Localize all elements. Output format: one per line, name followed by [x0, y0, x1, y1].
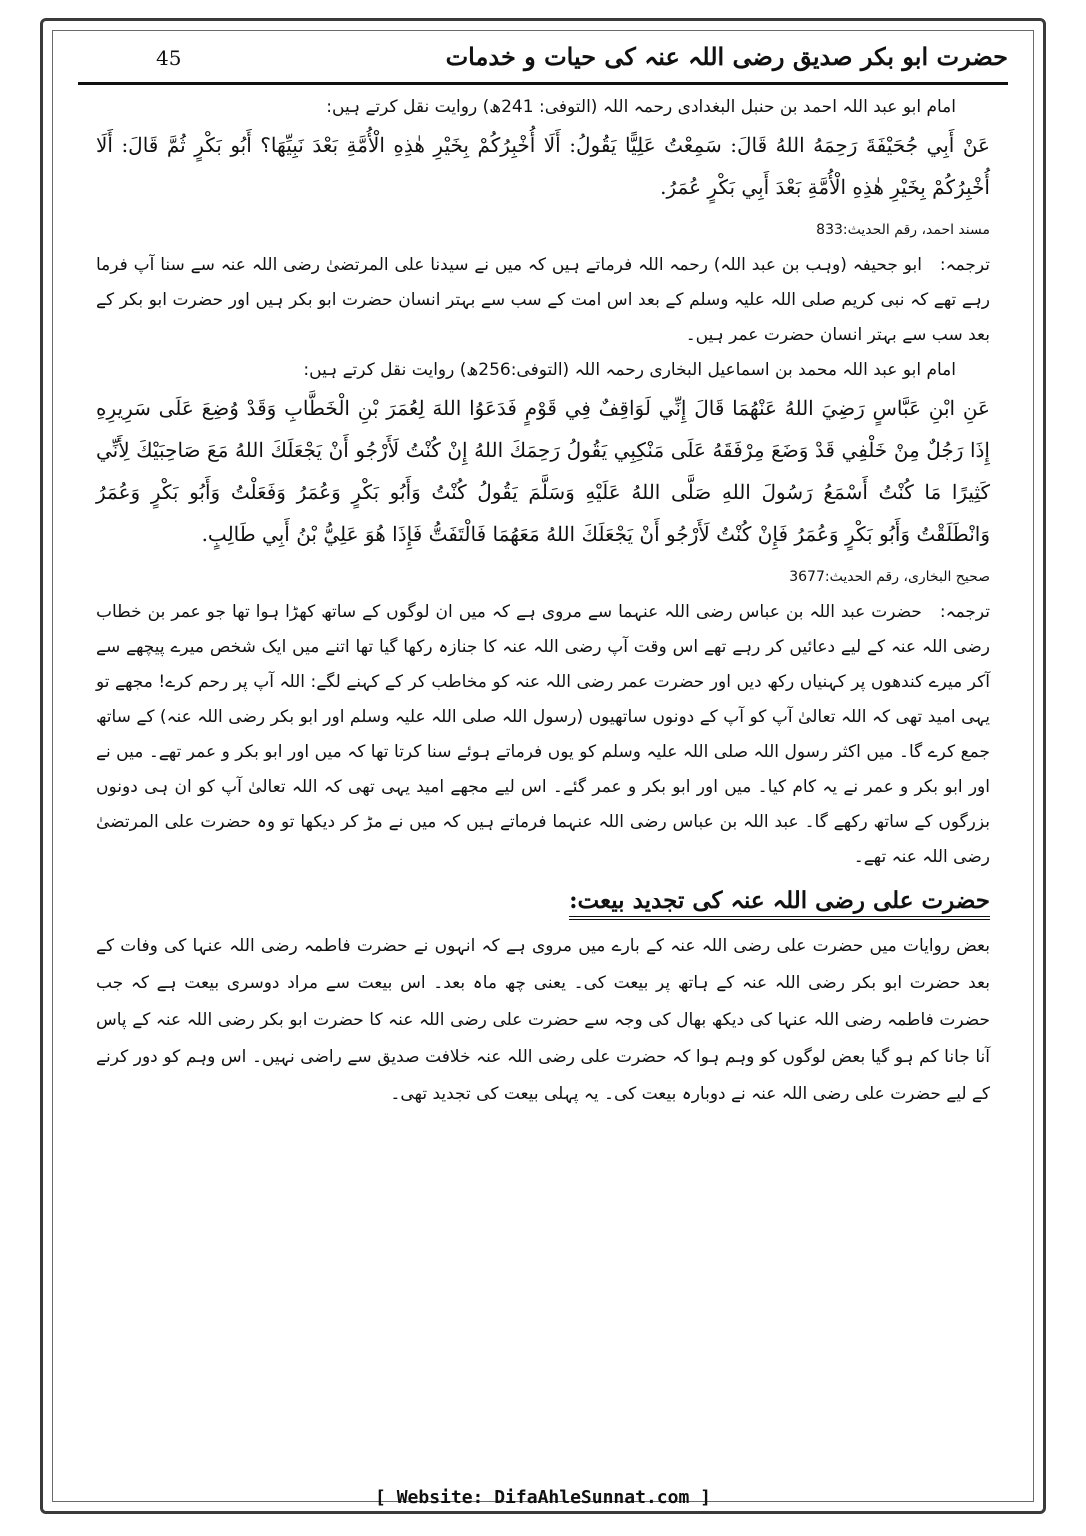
- translation-label: ترجمہ:: [939, 602, 991, 622]
- reference-musnad-ahmad: مسند احمد، رقم الحدیث:833: [816, 222, 990, 238]
- narration-intro-bukhari: امام ابو عبد اللہ محمد بن اسماعیل البخاری رحمہ اللہ (التوفی:256ھ) روایت نقل کرتے ہیں:: [303, 360, 956, 380]
- arabic-hadith-ahmad: عَنْ أَبِي جُحَيْفَةَ رَحِمَهُ اللهُ قَالَ: سَمِعْتُ عَلِيًّا يَقُولُ: أَلَا أُخْبِرُكُمْ بِخَيْرِ هٰذِهِ الْأُمَّةِ بَعْدَ نَبِيِّهَا؟ أَبُو بَكْرٍ ثُمَّ قَالَ: أَلَا أُخْبِرُكُمْ بِخَيْرِ هٰذِهِ الْأُمَّةِ بَعْدَ أَبِي بَكْرٍ عُمَرُ.: [96, 133, 990, 199]
- arabic-hadith-bukhari: عَنِ ابْنِ عَبَّاسٍ رَضِيَ اللهُ عَنْهُمَا قَالَ إِنِّي لَوَاقِفٌ فِي قَوْمٍ فَدَعَوُا اللهَ لِعُمَرَ بْنِ الْخَطَّابِ وَقَدْ وُضِعَ عَلَى سَرِيرِهِ إِذَا رَجُلٌ مِنْ خَلْفِي قَدْ وَضَعَ مِرْفَقَهُ عَلَى مَنْكِبِي يَقُولُ رَحِمَكَ اللهُ إِنْ كُنْتُ لَأَرْجُو أَنْ يَجْعَلَكَ اللهُ مَعَ صَاحِبَيْكَ لِأَنِّي كَثِيرًا مَا كُنْتُ أَسْمَعُ رَسُولَ اللهِ صَلَّى اللهُ عَلَيْهِ وَسَلَّمَ يَقُولُ كُنْتُ وَأَبُو بَكْرٍ وَعُمَرُ وَفَعَلْتُ وَأَبُو بَكْرٍ وَعُمَرُ وَانْطَلَقْتُ وَأَبُو بَكْرٍ وَعُمَرُ فَإِنْ كُنْتُ لَأَرْجُو أَنْ يَجْعَلَكَ اللهُ مَعَهُمَا فَالْتَفَتُّ فَإِذَا هُوَ عَلِيُّ بْنُ أَبِي طَالِبٍ.: [96, 396, 991, 546]
- section-body: بعض روایات میں حضرت علی رضی اللہ عنہ کے بارے میں مروی ہے کہ انہوں نے حضرت فاطمہ رضی اللہ عنہا کی وفات کے بعد حضرت ابو بکر رضی اللہ عنہ کے ہاتھ پر بیعت کی۔ یعنی چھ ماہ بعد۔ اس بیعت سے مراد دوسری بیعت ہے کہ جب حضرت فاطمہ رضی اللہ عنہا کی دیکھ بھال کی وجہ سے حضرت علی رضی اللہ عنہ کا حضرت ابو بکر رضی اللہ عنہ کے پاس آنا جانا کم ہو گیا بعض لوگوں کو وہم ہوا کہ حضرت علی رضی اللہ عنہ خلافت صدیق سے راضی نہیں۔ اس وہم کو دور کرنے کے لیے حضرت علی رضی اللہ عنہ نے دوبارہ بیعت کی۔ یہ پہلی بیعت کی تجدید تھی۔: [96, 936, 990, 1104]
- page-number: 45: [156, 46, 182, 70]
- translation-label: ترجمہ:: [939, 255, 991, 275]
- book-title: حضرت ابو بکر صدیق رضی اللہ عنہ کی حیات و خدمات: [445, 42, 1008, 71]
- reference-sahih-bukhari: صحیح البخاری، رقم الحدیث:3677: [789, 569, 990, 585]
- page-header: [78, 34, 1008, 85]
- page-content: [96, 92, 990, 1466]
- website-footer: [ Website: DifaAhleSunnat.com ]: [375, 1487, 711, 1508]
- translation-ahmad: [96, 248, 990, 353]
- translation-text: حضرت عبد اللہ بن عباس رضی اللہ عنہما سے مروی ہے کہ میں ان لوگوں کے ساتھ کھڑا ہوا تھا جو عمر بن خطاب رضی اللہ عنہ کے لیے دعائیں کر رہے تھے اس وقت آپ رضی اللہ عنہ کا جنازہ رکھا گیا تھا اتنے میں ایک شخص میرے پیچھے سے آکر میرے کندھوں پر کہنیاں رکھ دیں اور حضرت عمر رضی اللہ عنہ کو مخاطب کر کے کہنے لگے: اللہ آپ پر رحم کرے! مجھے تو یہی امید تھی کہ اللہ تعالیٰ آپ کو آپ کے دونوں ساتھیوں (رسول اللہ صلی اللہ علیہ وسلم اور ابو بکر رضی اللہ عنہ) کے ساتھ جمع کرے گا۔ میں اکثر رسول اللہ صلی اللہ علیہ وسلم کو یوں فرماتے ہوئے سنا کرتا تھا کہ میں اور ابو بکر و عمر تھے۔ میں نے اور ابو بکر و عمر نے یہ کام کیا۔ میں اور ابو بکر و عمر گئے۔ اس لیے مجھے امید یہی تھی کہ اللہ تعالیٰ آپ کو ان ہی دونوں بزرگوں کے ساتھ رکھے گا۔ عبد اللہ بن عباس رضی اللہ عنہما فرماتے ہیں کہ میں نے مڑ کر دیکھا تو وہ حضرت علی المرتضیٰ رضی اللہ عنہ تھے۔: [96, 602, 990, 867]
- translation-text: ابو جحیفہ (وہب بن عبد اللہ) رحمہ اللہ فرماتے ہیں کہ میں نے سیدنا علی المرتضیٰ رضی اللہ عنہ سے سنا آپ فرما رہے تھے کہ نبی کریم صلی اللہ علیہ وسلم کے بعد اس امت کے سب سے بہتر انسان حضرت ابو بکر ہیں اور حضرت ابو بکر کے بعد سب سے بہتر انسان حضرت عمر ہیں۔: [96, 255, 990, 345]
- translation-bukhari: [96, 595, 990, 875]
- section-heading: حضرت علی رضی اللہ عنہ کی تجدید بیعت:: [569, 887, 990, 920]
- narration-intro-ahmad: امام ابو عبد اللہ احمد بن حنبل البغدادی رحمہ اللہ (التوفی: 241ھ) روایت نقل کرتے ہیں:: [326, 97, 956, 117]
